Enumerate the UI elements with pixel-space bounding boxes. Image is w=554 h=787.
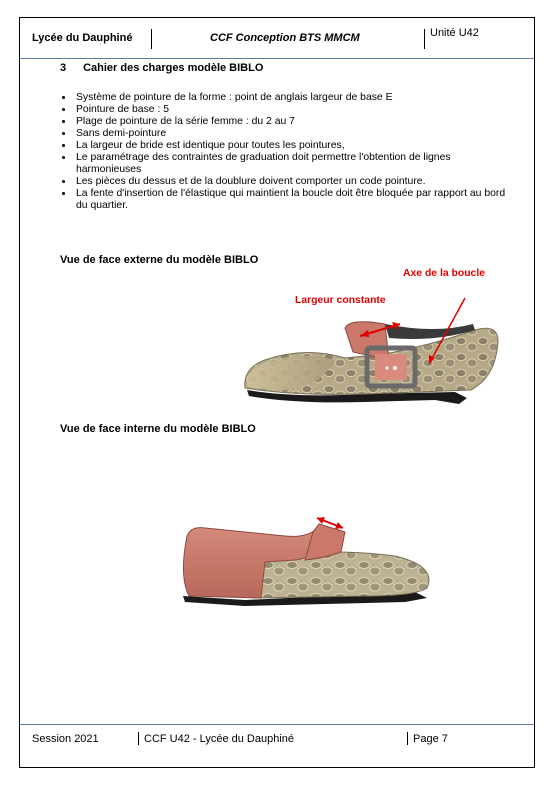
annotation-constant-width: Largeur constante (295, 295, 386, 306)
list-item: • Les pièces du dessus et de la doublure doivent comporter un code pointure. (74, 176, 514, 188)
footer-divider-2 (407, 732, 408, 745)
header-title: CCF Conception BTS MMCM (210, 32, 360, 44)
header-school: Lycée du Dauphiné (32, 32, 133, 44)
section-title: Cahier des charges modèle BIBLO (83, 62, 264, 74)
list-item: • Plage de pointure de la série femme : du 2 au 7 (74, 116, 514, 128)
footer-separator (20, 724, 534, 725)
annotation-buckle-axis: Axe de la boucle (403, 268, 485, 279)
requirements-list (56, 92, 514, 212)
list-item: • Système de pointure de la forme : point de anglais largeur de base E (74, 92, 514, 104)
page-frame (19, 17, 535, 768)
section-heading (60, 62, 263, 74)
list-item: • Le paramétrage des contraintes de graduation doit permettre l'obtention de lignes harmonieuses (74, 152, 514, 176)
caption-internal-view: Vue de face interne du modèle BIBLO (60, 423, 256, 435)
header-separator (20, 58, 534, 59)
list-item: • Pointure de base : 5 (74, 104, 514, 116)
footer-center: CCF U42 - Lycée du Dauphiné (144, 733, 295, 745)
list-item: • La largeur de bride est identique pour toutes les pointures, (74, 140, 514, 152)
footer-page: Page 7 (413, 733, 448, 745)
shoe-external-image (235, 288, 500, 408)
header-divider-2 (424, 29, 425, 49)
header-divider-1 (151, 29, 152, 49)
header-unit: Unité U42 (430, 27, 479, 39)
shoe-internal-image (165, 496, 435, 606)
list-item: • La fente d'insertion de l'élastique qui maintient la boucle doit être bloquée par rapport au bord du quartier. (74, 188, 514, 212)
footer-divider-1 (138, 732, 139, 745)
section-number: 3 (60, 62, 67, 74)
footer-session: Session 2021 (32, 733, 99, 745)
list-item: • Sans demi-pointure (74, 128, 514, 140)
caption-external-view: Vue de face externe du modèle BIBLO (60, 254, 259, 266)
